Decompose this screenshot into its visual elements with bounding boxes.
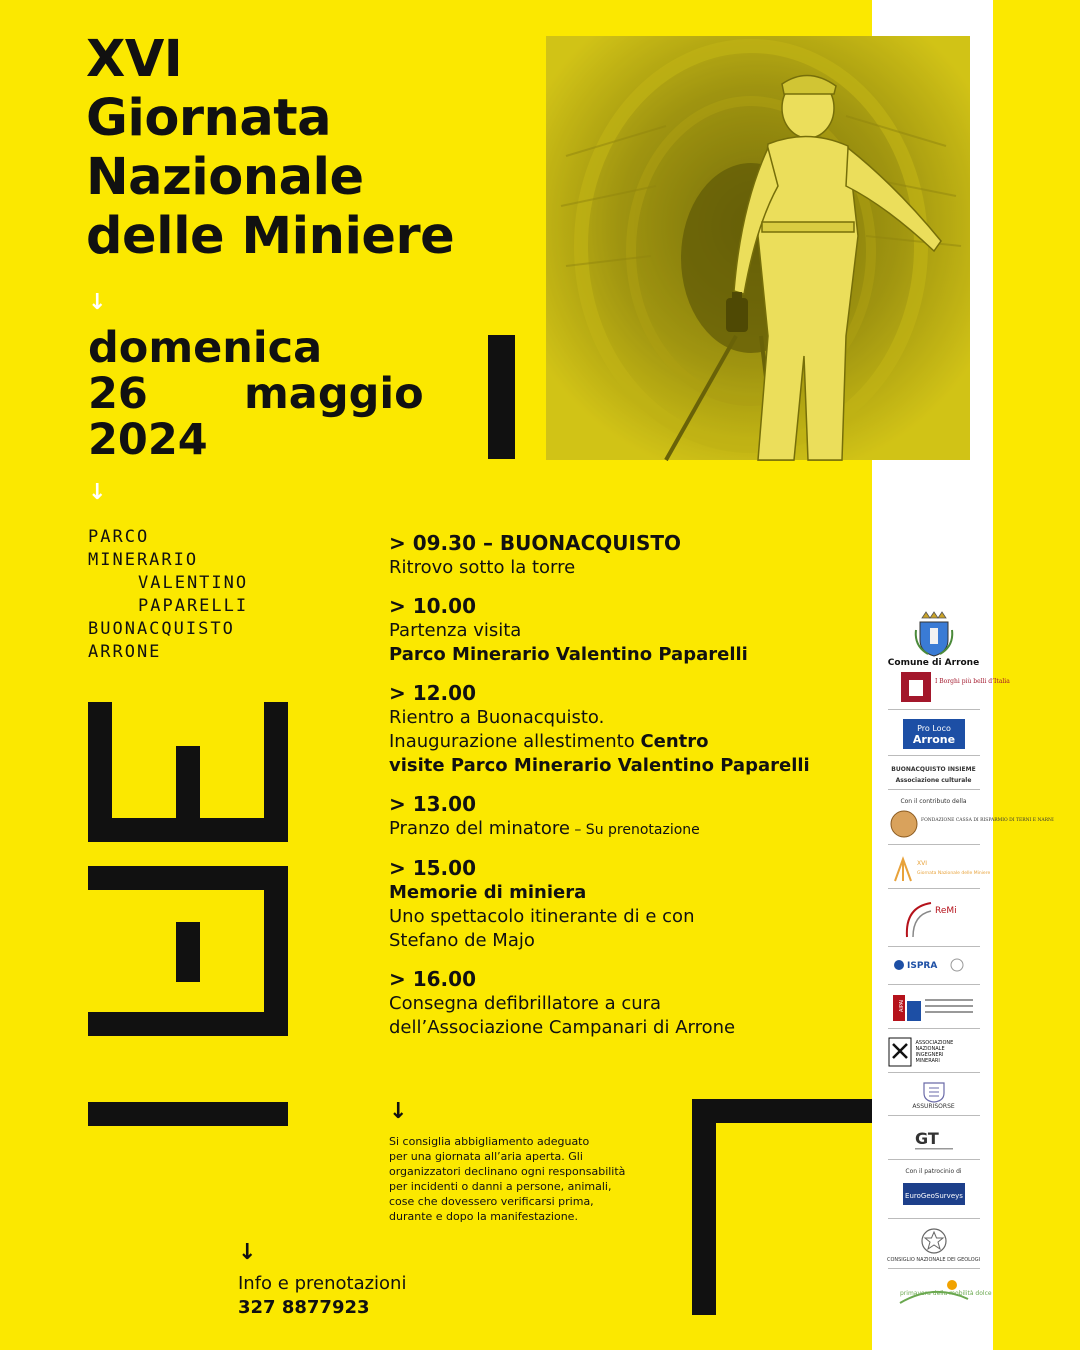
sponsor-anim (888, 1037, 980, 1073)
pickaxe-icon (888, 1037, 912, 1067)
park-line: PAPARELLI (138, 596, 249, 616)
program-item (389, 791, 859, 842)
sponsor-label: XVI (916, 860, 927, 867)
program-text: Pranzo del minatore (389, 818, 570, 839)
disclaimer-line: cose che dovessero verificarsi prima, (389, 1195, 594, 1208)
contributo-label: Con il contributo della (900, 798, 967, 805)
disclaimer-line: organizzatori declinano ogni responsabilità (389, 1165, 626, 1178)
sponsor-label: I Borghi più belli d’Italia (934, 678, 1010, 685)
sponsor-label: Comune di Arrone (887, 658, 980, 668)
program-item (389, 593, 859, 667)
disclaimer-line: Si consiglia abbigliamento adeguato (389, 1135, 590, 1148)
sponsor-gnm (888, 853, 990, 889)
sponsor-aipai (888, 993, 980, 1029)
patrocinio-label: Con il patrocinio di (905, 1168, 962, 1175)
park-line: ARRONE (88, 642, 162, 662)
sponsor-label: FONDAZIONE CASSA DI RISPARMIO DI TERNI E NARNI (920, 818, 1054, 823)
sponsor-eurogeosurveys (888, 1179, 980, 1219)
sponsor-label: ISPRA (906, 961, 937, 971)
park-line: BUONACQUISTO (88, 619, 235, 639)
sponsor-label: CONSIGLIO NAZIONALE DEI GEOLOGI (886, 1257, 981, 1263)
program-text: dell’Associazione Campanari di Arrone (389, 1017, 736, 1038)
program-text-bold: Memorie di miniera (389, 882, 587, 903)
park-line: PARCO (88, 527, 150, 547)
program-text: Ritrovo sotto la torre (389, 557, 576, 578)
program-text-bold: Parco Minerario Valentino Paparelli (389, 644, 748, 665)
program-text: Consegna defibrillatore a cura (389, 993, 662, 1014)
park-line: MINERARIO (88, 550, 199, 570)
park-name-wordmark (88, 526, 248, 664)
program-item (389, 530, 859, 580)
program-time: > 15.00 (389, 856, 476, 880)
title-line: XVI (86, 30, 183, 89)
program-text-bold: visite Parco Minerario Valentino Paparelli (389, 755, 810, 776)
coat-of-arms-icon (912, 610, 956, 658)
sponsor-ispra (888, 955, 980, 985)
italy-emblem-icon (920, 1227, 948, 1257)
assurisorse-emblem-icon (921, 1081, 947, 1103)
sponsor-remi (888, 897, 980, 947)
disclaimer-note (389, 1134, 659, 1224)
sponsor-assurisorse (888, 1081, 980, 1116)
title-line: Nazionale (86, 148, 364, 207)
sponsor-gt (888, 1124, 980, 1160)
disclaimer-line: durante e dopo la manifestazione. (389, 1210, 578, 1223)
sponsor-label: Pro Loco (916, 724, 951, 733)
date-weekday: domenica (88, 323, 323, 373)
corner-bracket-decoration (692, 1099, 872, 1123)
program-text: Uno spettacolo itinerante di e con (389, 906, 695, 927)
corner-bracket-decoration (692, 1099, 716, 1315)
program-text-bold: Centro (640, 731, 709, 752)
disclaimer-line: per una giornata all’aria aperta. Gli (389, 1150, 583, 1163)
info-contact (238, 1272, 406, 1320)
title-line: delle Miniere (86, 207, 455, 266)
sponsor-comune-arrone (888, 610, 980, 668)
program-note: – Su prenotazione (569, 822, 700, 838)
program-text: Rientro a Buonacquisto. (389, 707, 605, 728)
arrow-down-icon: ↓ (389, 1099, 408, 1124)
sponsor-label: ASSOCIAZIONE NAZIONALE INGEGNERI MINERARI (915, 1040, 954, 1064)
sponsor-sublabel: Associazione culturale (895, 777, 972, 784)
sponsor-label: EuroGeoSurveys (904, 1192, 963, 1200)
program-text: Stefano de Majo (389, 930, 535, 951)
svg-text:GT: GT (914, 1129, 939, 1148)
sponsor-label: Giornata Nazionale delle Miniere (916, 871, 990, 876)
program-schedule (389, 530, 859, 1053)
sponsor-label: AIPAI (898, 999, 905, 1012)
program-time: > 12.00 (389, 681, 476, 705)
sponsor-mobilita-dolce (888, 1277, 992, 1316)
sponsor-fondazione (888, 809, 1054, 845)
event-date (88, 325, 424, 463)
info-phone[interactable]: 327 8877923 (238, 1297, 370, 1318)
program-time: > 13.00 (389, 792, 476, 816)
info-label: Info e prenotazioni (238, 1273, 407, 1294)
program-item (389, 680, 859, 778)
date-month: maggio (244, 369, 424, 419)
program-text: Partenza visita (389, 620, 522, 641)
program-time: > 10.00 (389, 594, 476, 618)
sponsor-consiglio-geologi (888, 1227, 980, 1269)
program-item (389, 855, 859, 953)
date-day: 26 (88, 369, 148, 419)
arrow-down-icon: ↓ (238, 1240, 257, 1265)
program-time: > 16.00 (389, 967, 476, 991)
sponsor-label: primavera della mobilità dolce (899, 1290, 992, 1297)
program-text: Inaugurazione allestimento (389, 731, 641, 752)
park-line: VALENTINO (138, 573, 249, 593)
date-year: 2024 (88, 415, 208, 465)
sponsor-proloco (888, 718, 980, 756)
sponsor-buonacquisto-insieme (888, 764, 980, 790)
sponsor-label: BUONACQUISTO INSIEME (891, 766, 976, 773)
sponsor-label: Arrone (912, 733, 955, 746)
sponsor-logos (886, 610, 1054, 1324)
sponsor-borghi (888, 670, 1010, 710)
gt-logo-icon (909, 1124, 959, 1154)
vertical-bar-decoration (488, 335, 515, 459)
sponsor-label: ReMi (934, 906, 957, 916)
sponsor-label: ASSURISORSE (912, 1103, 955, 1110)
event-title (86, 30, 454, 266)
gnm-logo-symbol (88, 702, 288, 1126)
disclaimer-line: per incidenti o danni a persone, animali, (389, 1180, 612, 1193)
arrow-down-icon: ↓ (88, 290, 107, 315)
arrow-down-icon: ↓ (88, 480, 107, 505)
program-time: > 09.30 – BUONACQUISTO (389, 531, 682, 555)
program-item (389, 966, 859, 1040)
title-line: Giornata (86, 89, 332, 148)
miner-tunnel-photo (546, 36, 970, 460)
